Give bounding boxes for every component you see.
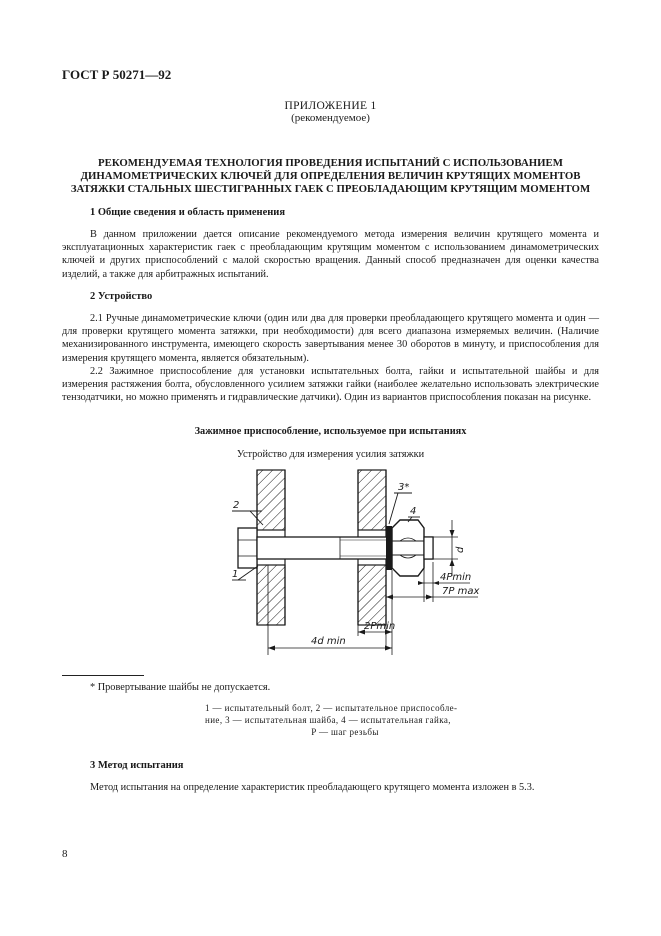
legend-line-2: ние, 3 — испытательная шайба, 4 — испытательная гайка, bbox=[205, 714, 451, 725]
label-2pmin: 2Pmin bbox=[364, 621, 396, 632]
section-2-paragraph-1: 2.1 Ручные динамометрические ключи (один или два для проверки преобладающего крутящего момента и один — для проверки крутящего момента затяжки, при необходимости) для всего диапазона измеряемых величин. (Наличие механизированного инструмента, имеющего скорость завертывания менее 30 оборотов в минуту, и приспособления для измерения крутящего момента, является обязательным). bbox=[62, 313, 599, 364]
label-7pmax: 7P max bbox=[442, 586, 480, 597]
footnote-divider bbox=[62, 675, 144, 676]
standard-code: ГОСТ Р 50271—92 bbox=[62, 67, 172, 82]
section-3-body bbox=[62, 781, 599, 794]
label-part-2: 2 bbox=[233, 500, 240, 511]
title-line-1: РЕКОМЕНДУЕМАЯ ТЕХНОЛОГИЯ ПРОВЕДЕНИЯ ИСПЫТАНИЙ С ИСПОЛЬЗОВАНИЕМ bbox=[98, 157, 563, 169]
appendix-status: (рекомендуемое) bbox=[291, 112, 370, 124]
section-2-heading: 2 Устройство bbox=[90, 291, 153, 302]
test-nut bbox=[392, 520, 424, 576]
title-line-3: ЗАТЯЖКИ СТАЛЬНЫХ ШЕСТИГРАННЫХ ГАЕК С ПРЕОБЛАДАЮЩИМ КРУТЯЩИМ МОМЕНТОМ bbox=[70, 183, 591, 195]
label-4pmin: 4Pmin bbox=[440, 572, 472, 583]
legend-line-1: 1 — испытательный болт, 2 — испытательное приспособле- bbox=[205, 703, 458, 713]
appendix-number: ПРИЛОЖЕНИЕ 1 bbox=[284, 100, 377, 112]
footnote: * Провертывание шайбы не допускается. bbox=[90, 682, 271, 693]
section-1-heading: 1 Общие сведения и область применения bbox=[90, 207, 286, 218]
section-1-paragraph: В данном приложении дается описание рекомендуемого метода измерения величин крутящего момента и эксплуатационных характеристик гаек с преобладающим крутящим моментом с использованием динамометрических ключей и других приспособлений с малой скоростью вращения. Данный способ предназначен для оценки качества изделий, а также для арбитражных испытаний. bbox=[62, 229, 599, 280]
label-4dmin: 4d min bbox=[311, 636, 346, 647]
test-washer bbox=[386, 526, 392, 570]
page-number: 8 bbox=[62, 848, 68, 860]
label-part-1: 1 bbox=[232, 569, 239, 580]
label-diameter: d bbox=[455, 546, 466, 553]
figure-title: Зажимное приспособление, используемое при испытаниях bbox=[194, 426, 467, 437]
section-3-paragraph: Метод испытания на определение характеристик преобладающего крутящего момента изложен в 5.3. bbox=[90, 782, 535, 793]
figure-subtitle: Устройство для измерения усилия затяжки bbox=[236, 449, 425, 460]
label-part-3: 3* bbox=[398, 482, 410, 493]
legend-line-3: P — шаг резьбы bbox=[311, 726, 379, 737]
title-line-2: ДИНАМОМЕТРИЧЕСКИХ КЛЮЧЕЙ ДЛЯ ОПРЕДЕЛЕНИЯ ВЕЛИЧИН КРУТЯЩИХ МОМЕНТОВ bbox=[80, 170, 581, 182]
section-2-paragraph-2: 2.2 Зажимное приспособление для установки испытательных болта, гайки и испытательной шайбы и для измерения растяжения болта, обусловленного усилием затяжки гайки (наиболее желательно использовать электрические тензодатчики, но можно применять и гидравлические датчики). Один из вариантов приспособления показан на рисунке. bbox=[62, 365, 599, 404]
label-part-4: 4 bbox=[410, 506, 417, 517]
figure-legend bbox=[205, 703, 485, 738]
section-3-heading: 3 Метод испытания bbox=[90, 760, 184, 771]
